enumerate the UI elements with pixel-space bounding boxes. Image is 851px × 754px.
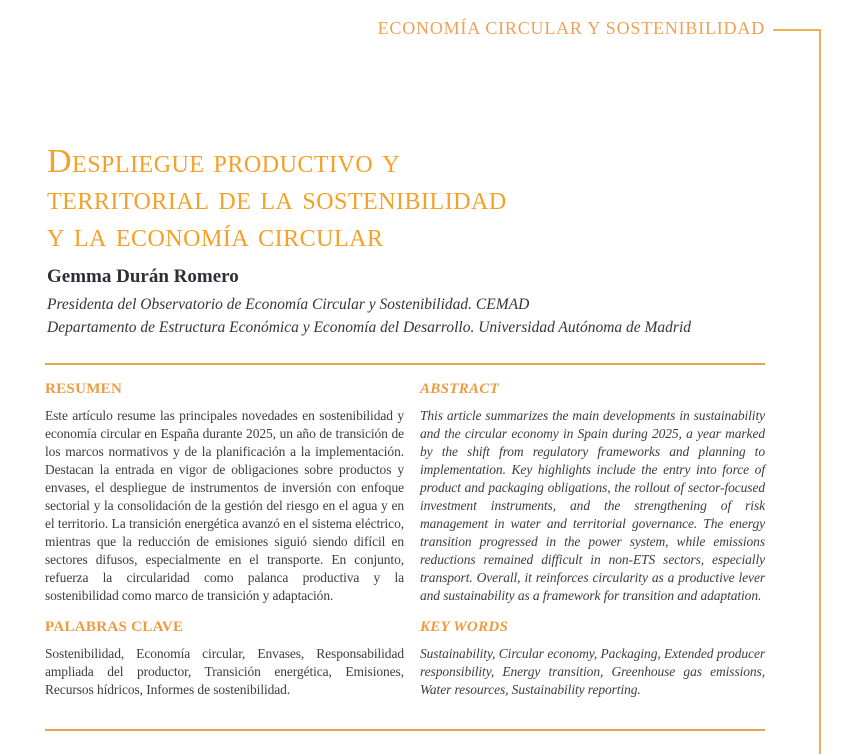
author-block	[47, 266, 691, 339]
author-name: Gemma Durán Romero	[47, 266, 239, 287]
corner-bracket-vertical-line	[819, 29, 821, 754]
abstract-heading: ABSTRACT	[420, 381, 500, 397]
abstract-columns	[45, 381, 765, 713]
key-words-body: Sustainability, Circular economy, Packaging, Extended producer responsibility, Energy transition, Greenhouse gas emissions, Water resources, Sustainability reporting.	[420, 646, 765, 697]
key-words-heading: KEY WORDS	[420, 619, 509, 635]
resumen-heading: RESUMEN	[45, 381, 123, 397]
spanish-column	[45, 381, 404, 713]
english-column	[420, 381, 765, 713]
article-title-line-2: territorial de la sostenibilidad	[47, 180, 507, 217]
article-title	[47, 143, 507, 254]
running-head: ECONOMÍA CIRCULAR Y SOSTENIBILIDAD	[377, 18, 765, 38]
resumen-body: Este artículo resume las principales novedades en sostenibilidad y economía circular en España durante 2025, un año de transición de los marcos normativos y de la planificación a la implementación. Destacan la entrada en vigor de obligaciones sobre productos y envases, el despliegue de instrumentos de inversión con enfoque sectorial y la consolidación de la gestión del riesgo en el agua y en el territorio. La transición energética avanzó en el sistema eléctrico, mientras que la reducción de emisiones siguió siendo difícil en sectores difusos, especialmente en el transporte. En conjunto, refuerza la circularidad como palanca productiva y la sostenibilidad como marco de transición y adaptación.	[45, 408, 404, 603]
article-title-line-3: y la economía circular	[47, 217, 384, 254]
divider-rule-top	[45, 363, 765, 365]
divider-rule-bottom	[45, 729, 765, 731]
palabras-clave-body: Sostenibilidad, Economía circular, Envases, Responsabilidad ampliada del productor, Transición energética, Emisiones, Recursos hídricos, Informes de sostenibilidad.	[45, 646, 404, 697]
corner-bracket-horizontal-line	[773, 29, 821, 31]
author-affiliation-2: Departamento de Estructura Económica y Economía del Desarrollo. Universidad Autónoma de Madrid	[47, 319, 692, 336]
author-affiliation-1: Presidenta del Observatorio de Economía Circular y Sostenibilidad. CEMAD	[47, 296, 530, 313]
palabras-clave-heading: PALABRAS CLAVE	[45, 619, 184, 635]
abstract-body: This article summarizes the main developments in sustainability and the circular economy in Spain during 2025, a year marked by the shift from regulatory frameworks and planning to implementation. Key highlights include the entry into force of product and packaging obligations, the rollout of sector-focused investment instruments, and the strengthening of risk management in water and territorial governance. The energy transition progressed in the power system, while emissions reductions remained difficult in non-ETS sectors, especially transport. Overall, it reinforces circularity as a productive lever and sustainability as a framework for transition and adaptation.	[420, 408, 765, 603]
article-title-line-1: Despliegue productivo y	[47, 143, 401, 180]
